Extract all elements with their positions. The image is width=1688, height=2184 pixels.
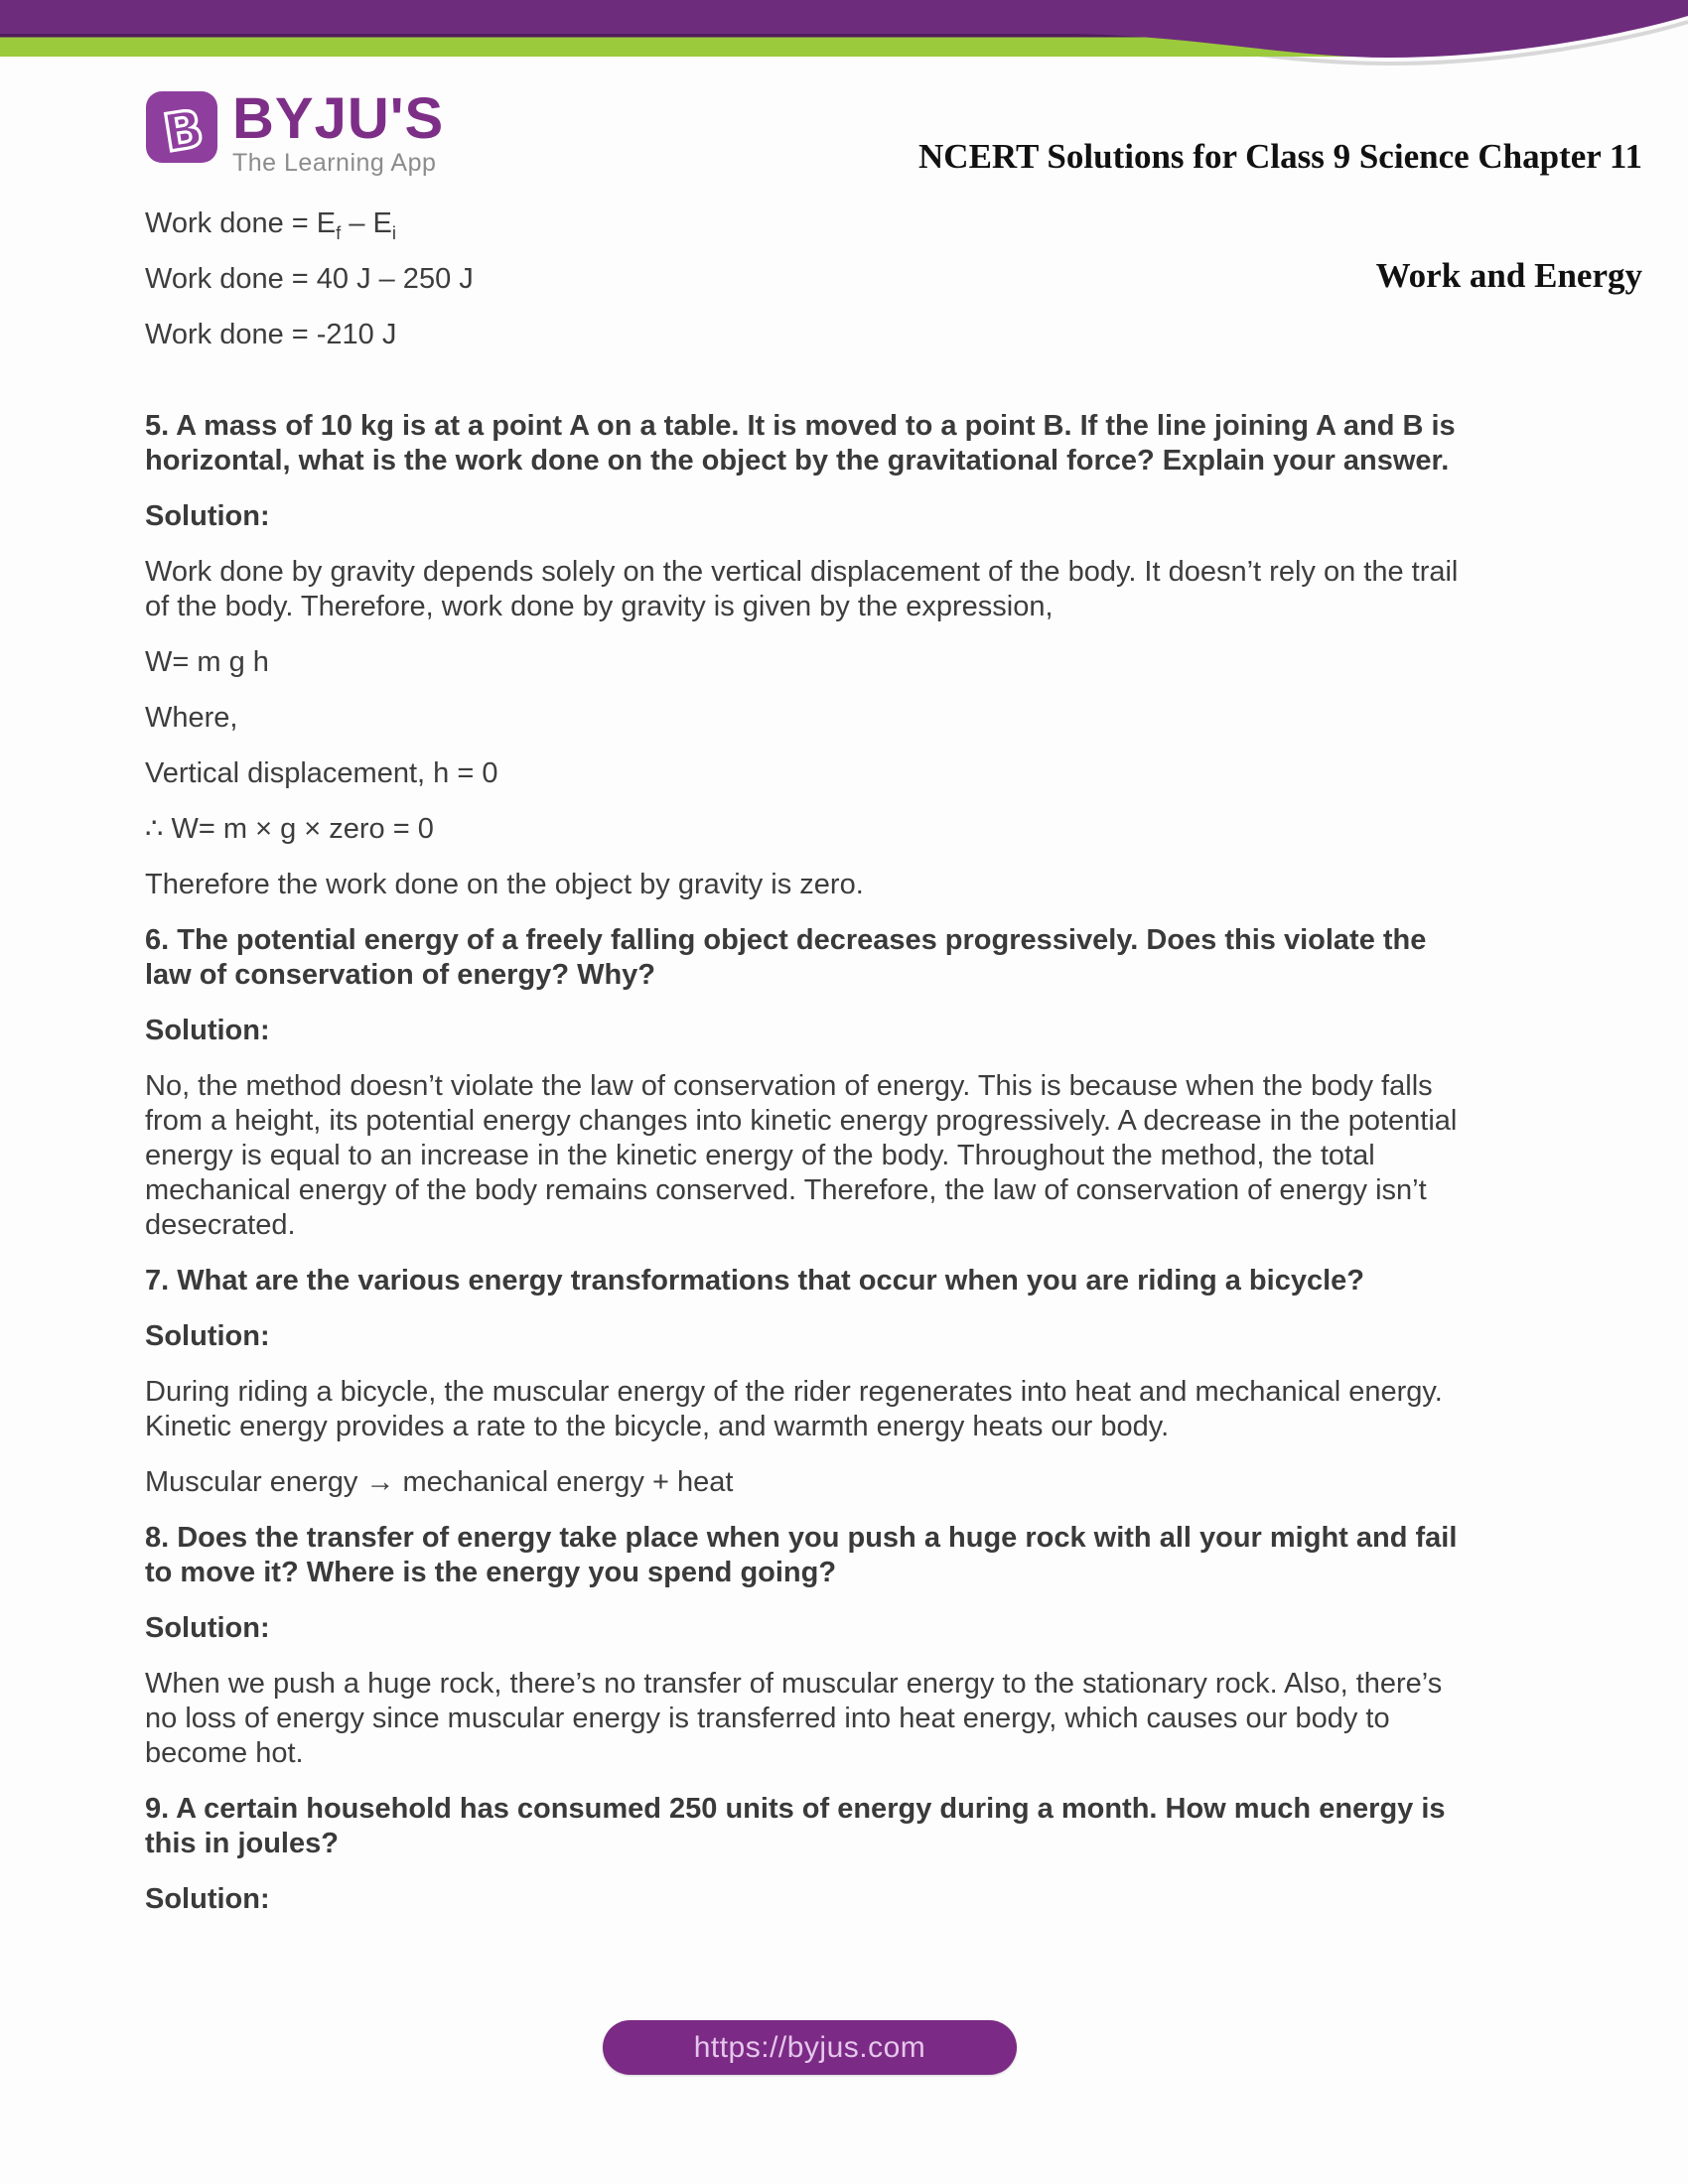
solution-6-line-2: from a height, its potential energy changes into kinetic energy progressively. A decrease in the potential <box>145 1105 1458 1137</box>
question-5-line-1: 5. A mass of 10 kg is at a point A on a table. It is moved to a point B. If the line joining A and B is <box>145 410 1456 442</box>
solution-label-6: Solution: <box>145 1015 270 1046</box>
solution-6-line-3: energy is equal to an increase in the kinetic energy of the body. Throughout the method, the total <box>145 1140 1375 1171</box>
solution-8-line-2: no loss of energy since muscular energy is transferred into heat energy, which causes our body to <box>145 1703 1390 1734</box>
question-6-line-1: 6. The potential energy of a freely falling object decreases progressively. Does this violate the <box>145 924 1427 956</box>
eq-subscript-i: i <box>391 221 396 243</box>
solution-8-paragraph <box>145 1667 1555 1771</box>
solution-8-line-1: When we push a huge rock, there’s no transfer of muscular energy to the stationary rock. Also, there’s <box>145 1668 1443 1700</box>
byjus-url-button[interactable] <box>603 2020 1017 2075</box>
solution-5-paragraph <box>145 555 1555 624</box>
question-7-line-1: 7. What are the various energy transformations that occur when you are riding a bicycle? <box>145 1265 1364 1297</box>
eq-part: – E <box>341 207 392 239</box>
dark-separator-line <box>0 34 1182 38</box>
solution-6-paragraph <box>145 1069 1555 1243</box>
solution-label-8: Solution: <box>145 1612 270 1644</box>
question-8-line-2: to move it? Where is the energy you spend going? <box>145 1557 837 1588</box>
question-9-line-1: 9. A certain household has consumed 250 units of energy during a month. How much energy is <box>145 1793 1446 1825</box>
question-9 <box>145 1792 1555 1861</box>
question-6-line-2: law of conservation of energy? Why? <box>145 959 656 991</box>
solution-7-paragraph <box>145 1375 1555 1444</box>
byjus-b-icon <box>145 89 218 165</box>
solution-5-line-2: of the body. Therefore, work done by gravity is given by the expression, <box>145 591 1054 622</box>
solution-label-5: Solution: <box>145 500 270 532</box>
byjus-logo <box>145 86 445 178</box>
page-title-line-1: NCERT Solutions for Class 9 Science Chapter 11 <box>918 137 1642 176</box>
equation-muscular-energy: Muscular energy → mechanical energy + heat <box>145 1466 734 1498</box>
solution-8-line-3: become hot. <box>145 1737 304 1769</box>
logo-wordmark: BYJU'S <box>232 86 445 151</box>
solution-label-9: Solution: <box>145 1883 270 1915</box>
question-8-line-1: 8. Does the transfer of energy take place when you push a huge rock with all your might and fail <box>145 1522 1458 1554</box>
solution-7-line-2: Kinetic energy provides a rate to the bicycle, and warmth energy heats our body. <box>145 1411 1170 1442</box>
logo-text-column <box>232 86 445 178</box>
solution-6-line-1: No, the method doesn’t violate the law of conservation of energy. This is because when the body falls <box>145 1070 1433 1102</box>
question-5-line-2: horizontal, what is the work done on the object by the gravitational force? Explain your answer. <box>145 445 1450 477</box>
equation-w-mgh: W= m g h <box>145 646 269 678</box>
equation-work-done-ef-ei <box>145 206 1555 241</box>
equation-work-done-minus-210: Work done = -210 J <box>145 319 397 350</box>
question-8 <box>145 1521 1555 1590</box>
solution-6-line-4: mechanical energy of the body remains conserved. Therefore, the law of conservation of energy isn’t <box>145 1174 1427 1206</box>
solution-label-7: Solution: <box>145 1320 270 1352</box>
logo-tagline: The Learning App <box>232 149 437 177</box>
question-5 <box>145 409 1555 478</box>
equation-work-done-40-250: Work done = 40 J – 250 J <box>145 263 474 295</box>
text-where: Where, <box>145 702 238 734</box>
byjus-url-label: https://byjus.com <box>693 2030 926 2064</box>
question-7 <box>145 1264 1555 1298</box>
svg-text:B: B <box>159 99 209 165</box>
question-9-line-2: this in joules? <box>145 1828 339 1859</box>
page-title-line-2: Work and Energy <box>1375 256 1642 295</box>
text-vertical-displacement: Vertical displacement, h = 0 <box>145 757 498 789</box>
eq-part: Work done = E <box>145 207 337 239</box>
eq-subscript-f: f <box>336 221 342 243</box>
solution-5-line-1: Work done by gravity depends solely on the vertical displacement of the body. It doesn’t rely on the trail <box>145 556 1459 588</box>
solution-5-conclusion: Therefore the work done on the object by gravity is zero. <box>145 869 864 900</box>
question-6 <box>145 923 1555 993</box>
equation-w-zero: ∴ W= m × g × zero = 0 <box>145 813 434 845</box>
solution-6-line-5: desecrated. <box>145 1209 296 1241</box>
solution-7-line-1: During riding a bicycle, the muscular energy of the rider regenerates into heat and mechanical energy. <box>145 1376 1443 1408</box>
document-body <box>145 206 1555 1938</box>
